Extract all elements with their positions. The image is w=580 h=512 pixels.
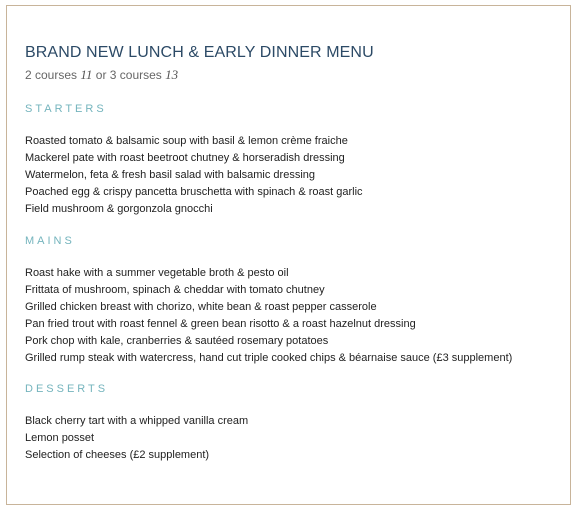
mains-heading: MAINS	[25, 235, 75, 247]
list-item: Selection of cheeses (£2 supplement)	[25, 449, 210, 461]
course-pricing	[25, 66, 560, 84]
three-courses-price: 13	[165, 67, 179, 82]
menu-title: BRAND NEW LUNCH & EARLY DINNER MENU	[25, 44, 374, 61]
mains-list	[25, 265, 560, 367]
list-item: Field mushroom & gorgonzola gnocchi	[25, 203, 213, 215]
list-item: Pan fried trout with roast fennel & green bean risotto & a roast hazelnut dressing	[25, 318, 416, 330]
pricing-connector: or	[95, 68, 107, 82]
starters-heading: STARTERS	[25, 103, 107, 115]
two-courses-label: 2 courses	[25, 68, 78, 82]
list-item: Black cherry tart with a whipped vanilla cream	[25, 415, 249, 427]
list-item: Roasted tomato & balsamic soup with basil & lemon crème fraiche	[25, 135, 348, 147]
list-item: Pork chop with kale, cranberries & sautéed rosemary potatoes	[25, 335, 329, 347]
list-item: Frittata of mushroom, spinach & cheddar with tomato chutney	[25, 284, 325, 296]
list-item: Lemon posset	[25, 432, 95, 444]
list-item: Watermelon, feta & fresh basil salad with balsamic dressing	[25, 169, 315, 181]
desserts-heading: DESSERTS	[25, 383, 109, 395]
menu-card	[6, 5, 571, 505]
three-courses-label: 3 courses	[109, 68, 162, 82]
list-item: Grilled chicken breast with chorizo, white bean & roast pepper casserole	[25, 301, 377, 313]
list-item: Roast hake with a summer vegetable broth & pesto oil	[25, 267, 289, 279]
list-item: Grilled rump steak with watercress, hand cut triple cooked chips & béarnaise sauce (£3 supplement)	[25, 352, 513, 364]
desserts-list	[25, 413, 560, 464]
list-item: Mackerel pate with roast beetroot chutney & horseradish dressing	[25, 152, 345, 164]
list-item: Poached egg & crispy pancetta bruschetta with spinach & roast garlic	[25, 186, 363, 198]
two-courses-price: 11	[80, 67, 93, 82]
menu-content	[25, 42, 560, 464]
starters-list	[25, 133, 560, 218]
